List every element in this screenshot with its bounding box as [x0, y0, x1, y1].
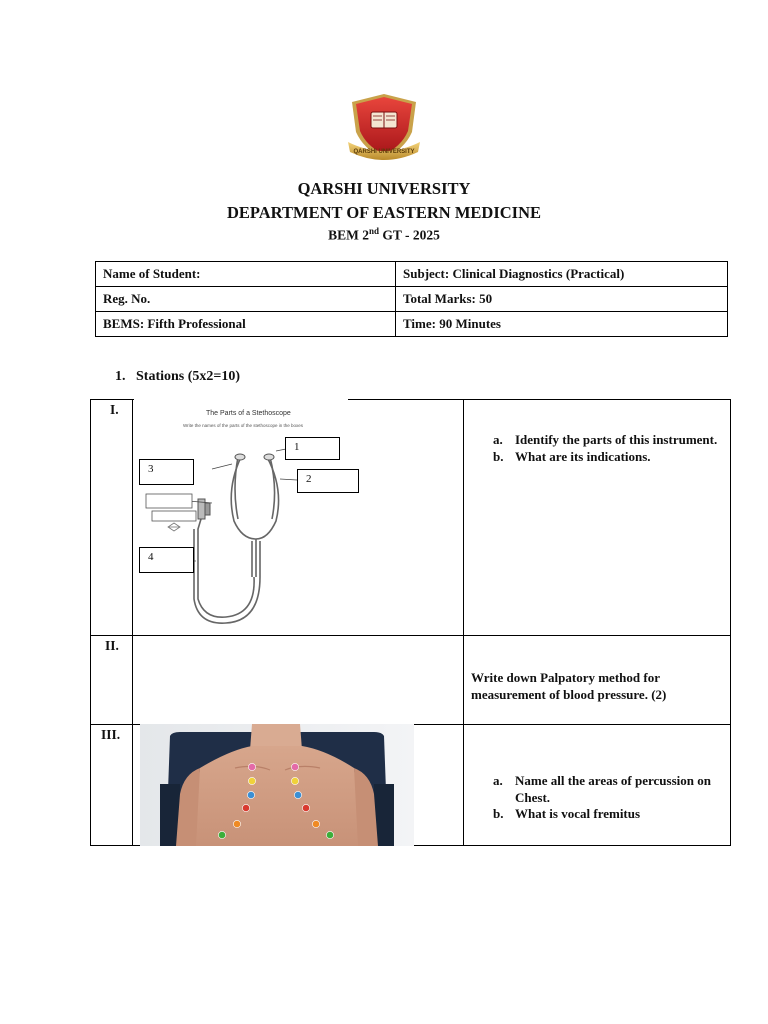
- name-of-student-field: Name of Student:: [96, 262, 396, 287]
- chest-percussion-photo: [140, 724, 414, 846]
- station-numeral: I.: [110, 402, 119, 417]
- professional-field: BEMS: Fifth Professional: [96, 312, 396, 337]
- department-name: DEPARTMENT OF EASTERN MEDICINE: [226, 203, 542, 222]
- list-item: b. What is vocal fremitus: [493, 806, 641, 821]
- total-marks-field: Total Marks: 50: [396, 287, 728, 312]
- answer-box-4: 4: [139, 547, 194, 573]
- table-row: [96, 312, 728, 337]
- station-1-questions: [493, 432, 723, 465]
- station-numeral: II.: [105, 638, 119, 653]
- subject-field: Subject: Clinical Diagnostics (Practical): [396, 262, 728, 287]
- stethoscope-illustration: [134, 399, 348, 635]
- answer-box-3: 3: [139, 459, 194, 485]
- diagram-title: The Parts of a Stethoscope: [206, 410, 291, 417]
- stations-table: [90, 399, 731, 846]
- station-numeral: III.: [101, 727, 121, 742]
- answer-box-1: 1: [285, 437, 340, 460]
- list-item: a. Name all the areas of percussion on Chest.: [493, 773, 711, 805]
- station-3-questions: [493, 773, 723, 823]
- university-name: QARSHI UNIVERSITY: [297, 179, 471, 198]
- table-row: [96, 287, 728, 312]
- student-info-table: [95, 261, 728, 337]
- list-item: b. What are its indications.: [493, 448, 651, 464]
- reg-no-field: Reg. No.: [96, 287, 396, 312]
- diagram-subtitle: Write the names of the parts of the stethoscope in the boxes: [183, 423, 303, 428]
- batch-line: BEM 2nd GT - 2025: [328, 226, 440, 243]
- section-heading: 1. Stations (5x2=10): [115, 369, 241, 384]
- station-2-question: Write down Palpatory method for measurement of blood pressure. (2): [471, 670, 667, 702]
- answer-box-2: 2: [297, 469, 359, 493]
- university-logo: [344, 92, 424, 164]
- table-row: [96, 262, 728, 287]
- list-item: a. Identify the parts of this instrument.: [493, 432, 718, 447]
- time-field: Time: 90 Minutes: [396, 312, 728, 337]
- logo-lettering: QARSHI UNIVERSITY: [353, 149, 415, 155]
- stethoscope-diagram: [134, 399, 348, 635]
